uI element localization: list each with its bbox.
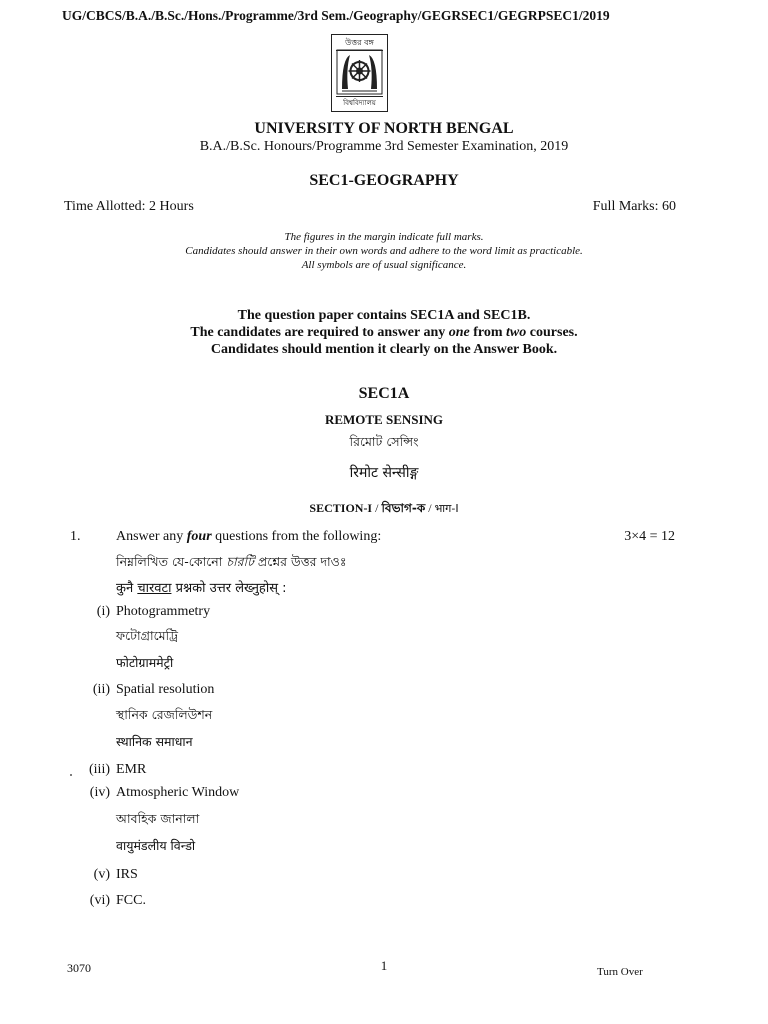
university-logo	[331, 34, 388, 112]
item-number: (vi)	[89, 893, 110, 908]
instruction-line	[0, 325, 768, 341]
item-number: (iii)	[89, 762, 110, 777]
turn-over-label: Turn Over	[597, 966, 643, 978]
section-title: REMOTE SENSING	[324, 412, 444, 427]
instruction-text: The candidates are required to answer any	[190, 325, 449, 340]
item-term: FCC.	[116, 893, 146, 908]
section-heading-en: SECTION-I	[309, 501, 373, 515]
question-text-part: প্রশ্নের উত্তর দাওঃ	[253, 554, 347, 569]
full-marks: Full Marks: 60	[592, 199, 676, 214]
section-title-bengali: রিমোট সেন্সিং	[349, 434, 419, 449]
emblem-icon	[336, 49, 383, 95]
instruction-line: The question paper contains SEC1A and SEC1B.	[237, 308, 531, 323]
item-number: (ii)	[92, 682, 110, 697]
item-term-hindi: स्थानिक समाधान	[116, 734, 193, 749]
item-term: IRS	[116, 867, 138, 882]
time-allotted: Time Allotted: 2 Hours	[64, 199, 194, 214]
logo-bottom-text: বিশ্ববিদ্যালয়	[336, 96, 383, 109]
paper-code-footer: 3070	[67, 961, 91, 975]
question-text-part: নিম্নলিখিত যে-কোনো	[116, 554, 227, 569]
item-term-hindi: फोटोग्राममेट्री	[116, 655, 174, 670]
section-heading-hi: भाग-I	[434, 502, 459, 515]
instruction-text: from	[469, 325, 507, 340]
subject-title: SEC1-GEOGRAPHY	[309, 172, 459, 189]
instruction-emphasis: one	[448, 325, 470, 340]
question-number: 1.	[70, 529, 81, 544]
instruction-line: Candidates should mention it clearly on the Answer Book.	[210, 342, 558, 357]
item-number: (i)	[96, 604, 110, 619]
item-term-bengali: স্থানিক রেজলিউশন	[116, 707, 213, 722]
item-number: (v)	[93, 867, 110, 882]
paper-code-header: UG/CBCS/B.A./B.Sc./Hons./Programme/3rd Sem./Geography/GEGRSEC1/GEGRPSEC1/2019	[62, 8, 610, 23]
question-text	[116, 529, 381, 545]
university-name: UNIVERSITY OF NORTH BENGAL	[254, 120, 514, 137]
item-term-hindi: वायुमंडलीय विन्डो	[116, 838, 196, 853]
exam-title: B.A./B.Sc. Honours/Programme 3rd Semester Examination, 2019	[199, 139, 569, 154]
item-term-bengali: আবহিক জানালা	[116, 811, 200, 826]
item-term: Photogrammetry	[116, 604, 211, 619]
note-line: The figures in the margin indicate full marks.	[284, 231, 484, 243]
question-marks: 3×4 = 12	[624, 529, 675, 544]
question-text-part: प्रश्नको उत्तर लेख्नुहोस् :	[171, 581, 287, 596]
question-emphasis: four	[186, 529, 212, 544]
question-text-part: questions from the following:	[211, 529, 382, 544]
logo-top-text: উত্তর বঙ্গ	[336, 37, 383, 51]
item-term: EMR	[116, 762, 147, 777]
item-number: (iv)	[89, 785, 110, 800]
question-text-part: कुनै	[116, 581, 138, 596]
section-code: SEC1A	[358, 385, 410, 402]
heading-separator: /	[425, 501, 435, 515]
question-emphasis: চারটি	[226, 554, 254, 569]
question-text-part: Answer any	[116, 529, 187, 544]
note-line: All symbols are of usual significance.	[301, 259, 467, 271]
section-title-hindi: रिमोट सेन्सीङ्ग	[349, 465, 419, 481]
instruction-emphasis: two	[506, 325, 527, 340]
question-text-hindi	[116, 578, 287, 596]
item-term-bengali: ফটোগ্রামেট্রি	[116, 628, 178, 643]
question-emphasis: चारवटा	[137, 581, 172, 596]
section-heading	[0, 500, 768, 520]
item-term: Spatial resolution	[116, 682, 215, 697]
page-number: 1	[380, 958, 388, 973]
instruction-text: courses.	[526, 325, 578, 340]
note-line: Candidates should answer in their own words and adhere to the word limit as practicable.	[185, 245, 583, 257]
question-text-bengali	[116, 554, 347, 574]
section-heading-bn: বিভাগ-ক	[381, 501, 426, 515]
item-term: Atmospheric Window	[116, 785, 240, 800]
heading-separator: /	[372, 501, 382, 515]
